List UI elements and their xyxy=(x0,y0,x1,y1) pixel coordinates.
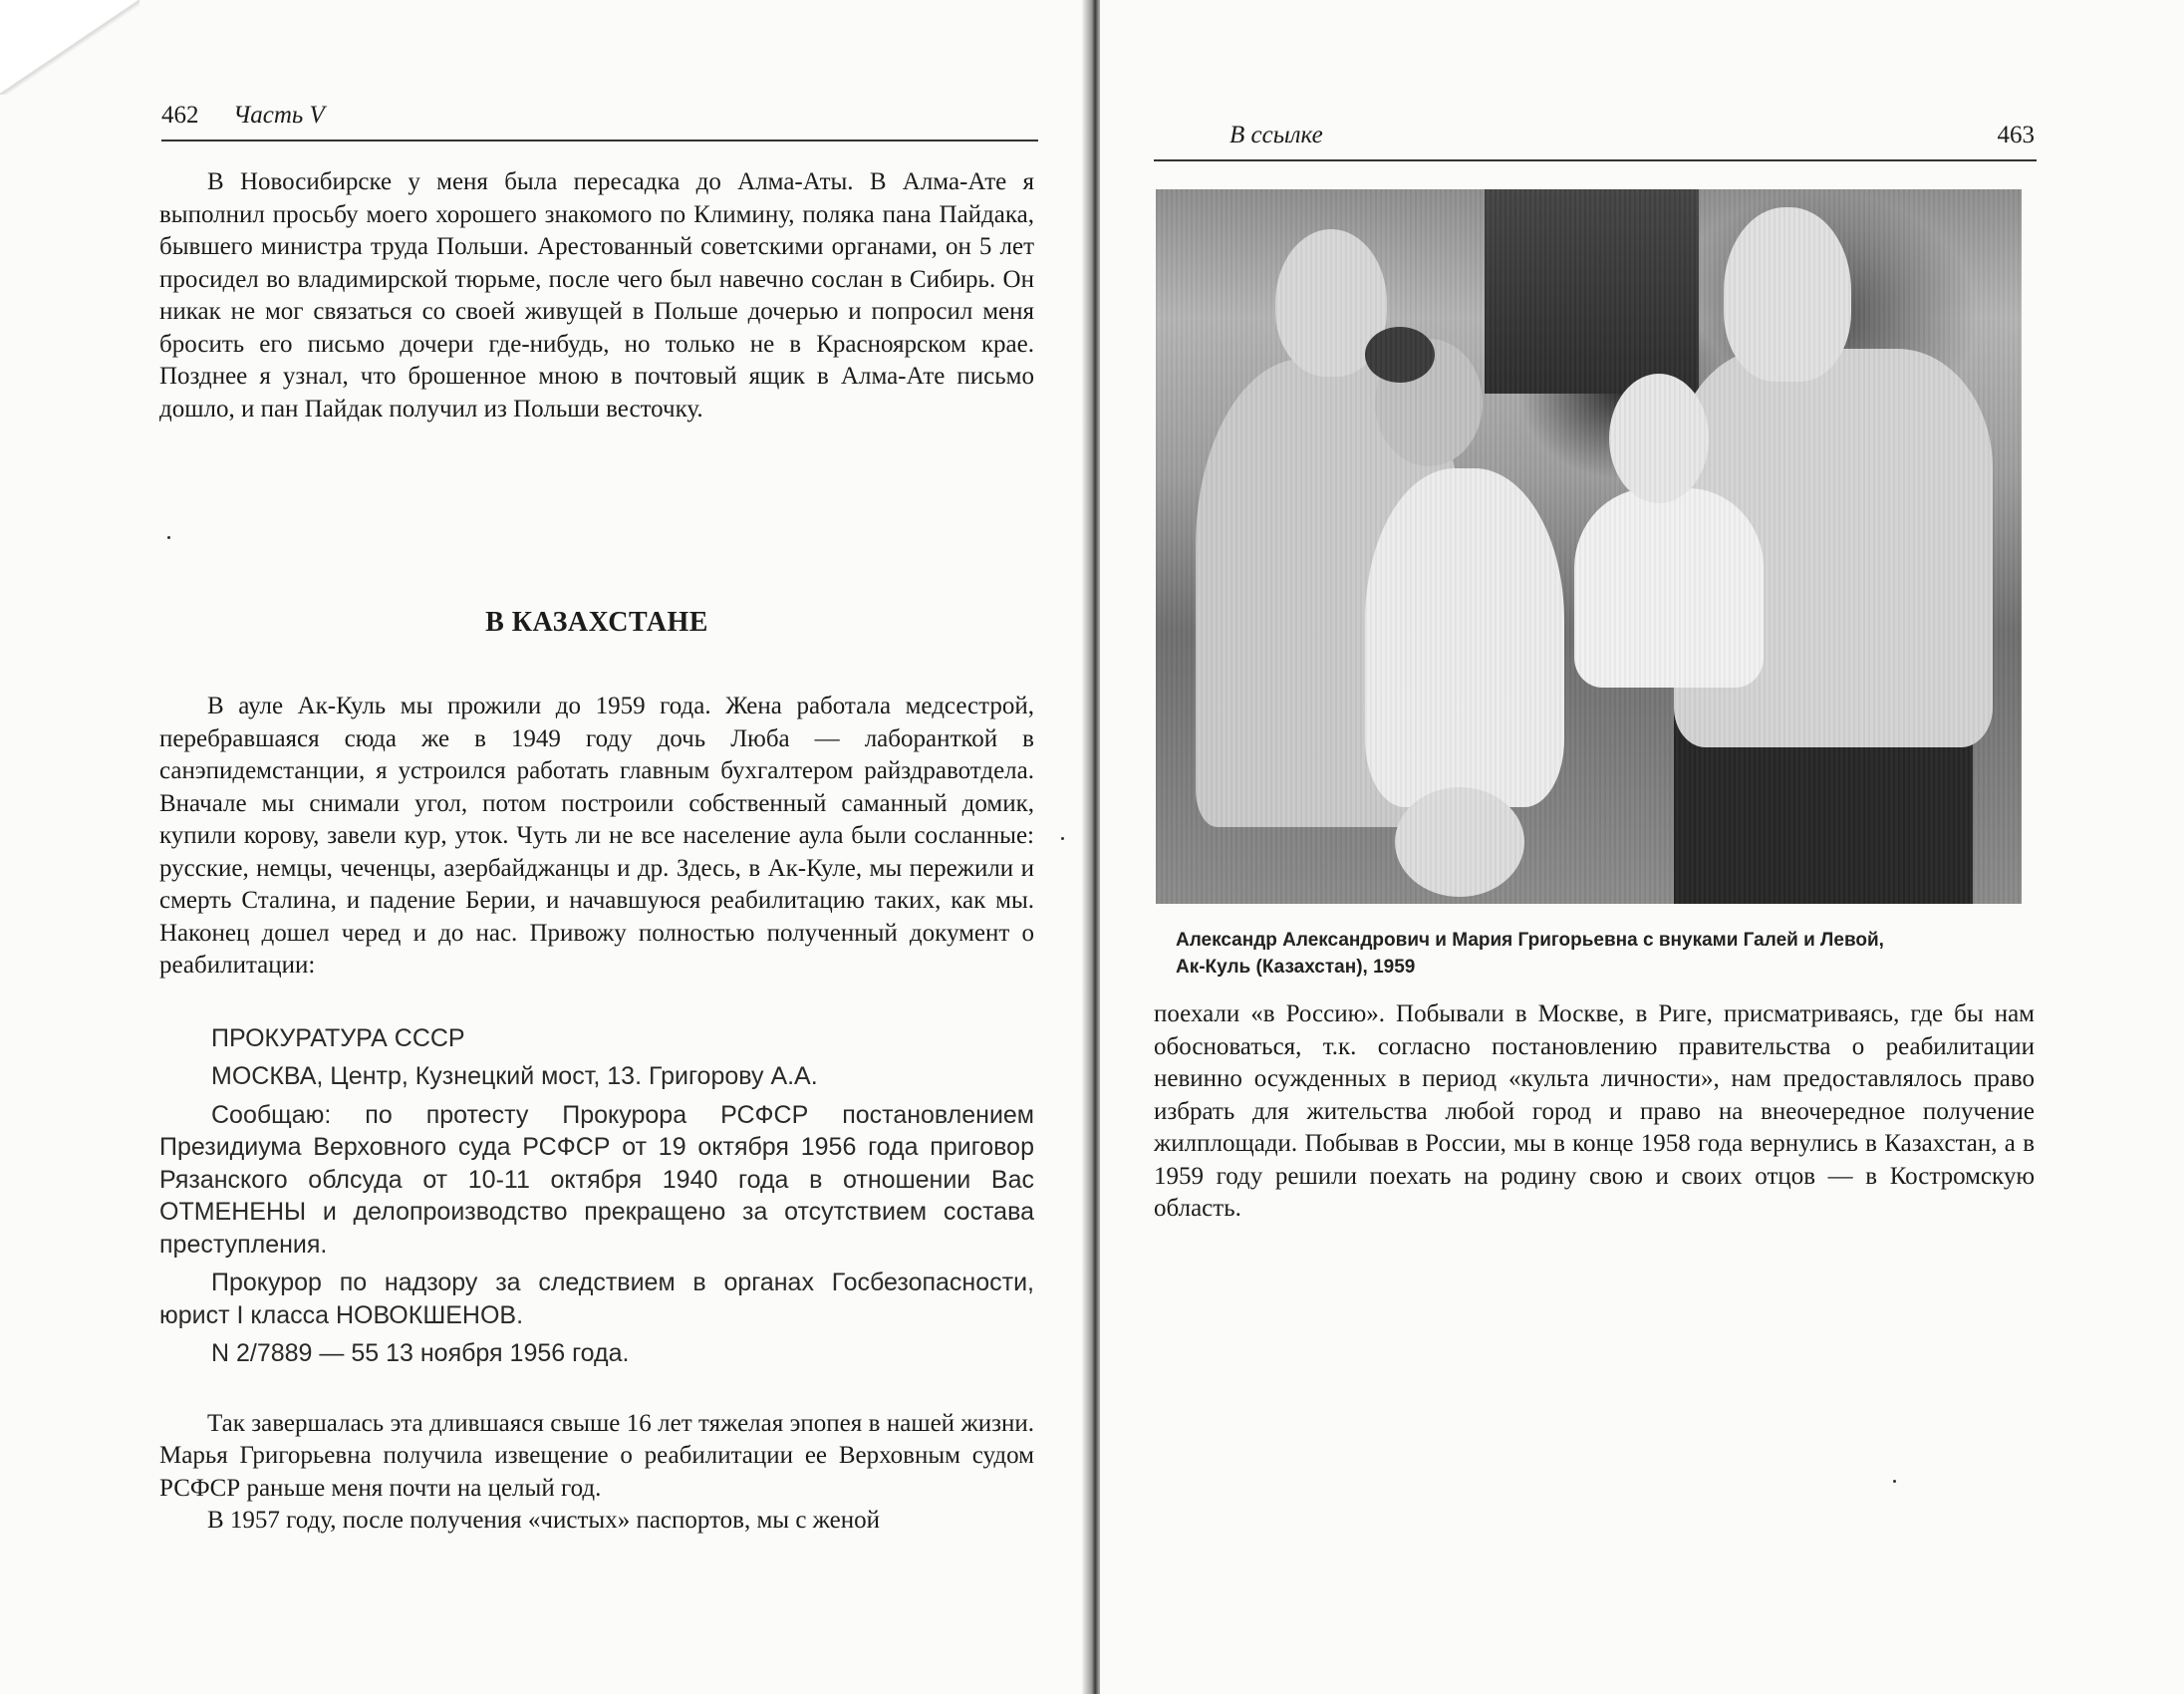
photo-caption xyxy=(1176,927,2023,981)
closing-paragraph-1: Так завершалась эта длившаяся свыше 16 лет тяжелая эпопея в нашей жизни. Марья Григорьевна получила извещение о реабилитации ее Верховным судом РСФСР раньше меня почти на целый год. xyxy=(159,1409,1034,1502)
print-speck xyxy=(1893,1480,1896,1483)
right-text-column xyxy=(1154,998,2035,1226)
folded-corner xyxy=(0,0,139,95)
left-running-header xyxy=(161,100,1038,141)
document-line-5: N 2/7889 — 55 13 ноября 1956 года. xyxy=(211,1339,630,1367)
document-line-1: ПРОКУРАТУРА СССР xyxy=(211,1023,465,1052)
document-line-3: Сообщаю: по протесту Прокурора РСФСР постановлением Президиума Верховного суда РСФСР от 19 октября 1956 года приговор Рязанского облсуда от 10-11 октября 1940 года в отношении Вас ОТМЕНЕНЫ и делопроизводство прекращено за отсутствием состава преступления. xyxy=(159,1100,1034,1259)
left-page-number: 462 xyxy=(161,102,199,129)
left-text-column xyxy=(159,166,1034,1538)
closing-paragraph-2: В 1957 году, после получения «чистых» паспортов, мы с женой xyxy=(207,1507,880,1534)
continuation-paragraph: поехали «в Россию». Побывали в Москве, в Риге, присматриваясь, где бы нам обосноваться, т.к. согласно постановлению правительства о реабилитации невинно осужденных в период «культа личности», нам предоставлялось право избрать для жительства любой город и право на внеочередное получение жилплощади. Побывав в России, мы в конце 1958 года вернулись в Казахстан, а в 1959 году решили поехать на родину свою и своих отцов — в Костромскую область. xyxy=(1154,1000,2035,1222)
print-speck xyxy=(167,536,170,539)
left-running-title: Часть V xyxy=(233,102,325,129)
left-page xyxy=(0,0,1089,1694)
rehabilitation-document xyxy=(159,1022,1034,1370)
caption-line-1: Александр Александрович и Мария Григорьевна с внуками Галей и Левой, xyxy=(1176,930,1884,951)
document-line-2: МОСКВА, Центр, Кузнецкий мост, 13. Григорову А.А. xyxy=(211,1062,818,1090)
intro-paragraph: В Новосибирске у меня была пересадка до Алма-Аты. В Алма-Ате я выполнил просьбу моего хорошего знакомого по Климину, поляка пана Пайдака, бывшего министра труда Польши. Арестованный советскими органами, он 5 лет просидел во владимирской тюрьме, после чего был навечно сослан в Сибирь. Он никак не мог связаться со своей живущей в Польше дочерью и попросил меня бросить его письмо дочери где-нибудь, но только не в Красноярском крае. Позднее я узнал, что брошенное мною в почтовый ящик в Алма-Ате письмо дошло, и пан Пайдак получил из Польши весточку. xyxy=(159,168,1034,423)
document-line-4: Прокурор по надзору за следствием в органах Госбезопасности, юрист I класса НОВОКШЕНОВ. xyxy=(159,1269,1034,1329)
family-photo xyxy=(1156,189,2022,904)
right-running-title: В ссылке xyxy=(1229,122,1323,148)
section-heading: В КАЗАХСТАНЕ xyxy=(485,607,708,638)
photo-grain xyxy=(1156,189,2022,904)
right-running-header xyxy=(1154,120,2037,161)
right-page-number: 463 xyxy=(1997,122,2035,148)
print-speck xyxy=(1061,837,1064,840)
caption-line-2: Ак-Куль (Казахстан), 1959 xyxy=(1176,957,1416,978)
section-paragraph: В ауле Ак-Куль мы прожили до 1959 года. Жена работала медсестрой, перебравшаяся сюда же в 1949 году дочь Люба — лаборанткой в санэпидемстанции, я устроился работать главным бухгалтером райздравотдела. Вначале мы снимали угол, потом построили собственный саманный домик, купили корову, завели кур, уток. Чуть ли не все население аула были сосланные: русские, немцы, чеченцы, азербайджанцы и др. Здесь, в Ак-Куле, мы пережили и смерть Сталина, и падение Берии, и начавшуюся реабилитацию таких, как мы. Наконец дошел черед и до нас. Привожу полностью полученный документ о реабилитации: xyxy=(159,693,1034,979)
